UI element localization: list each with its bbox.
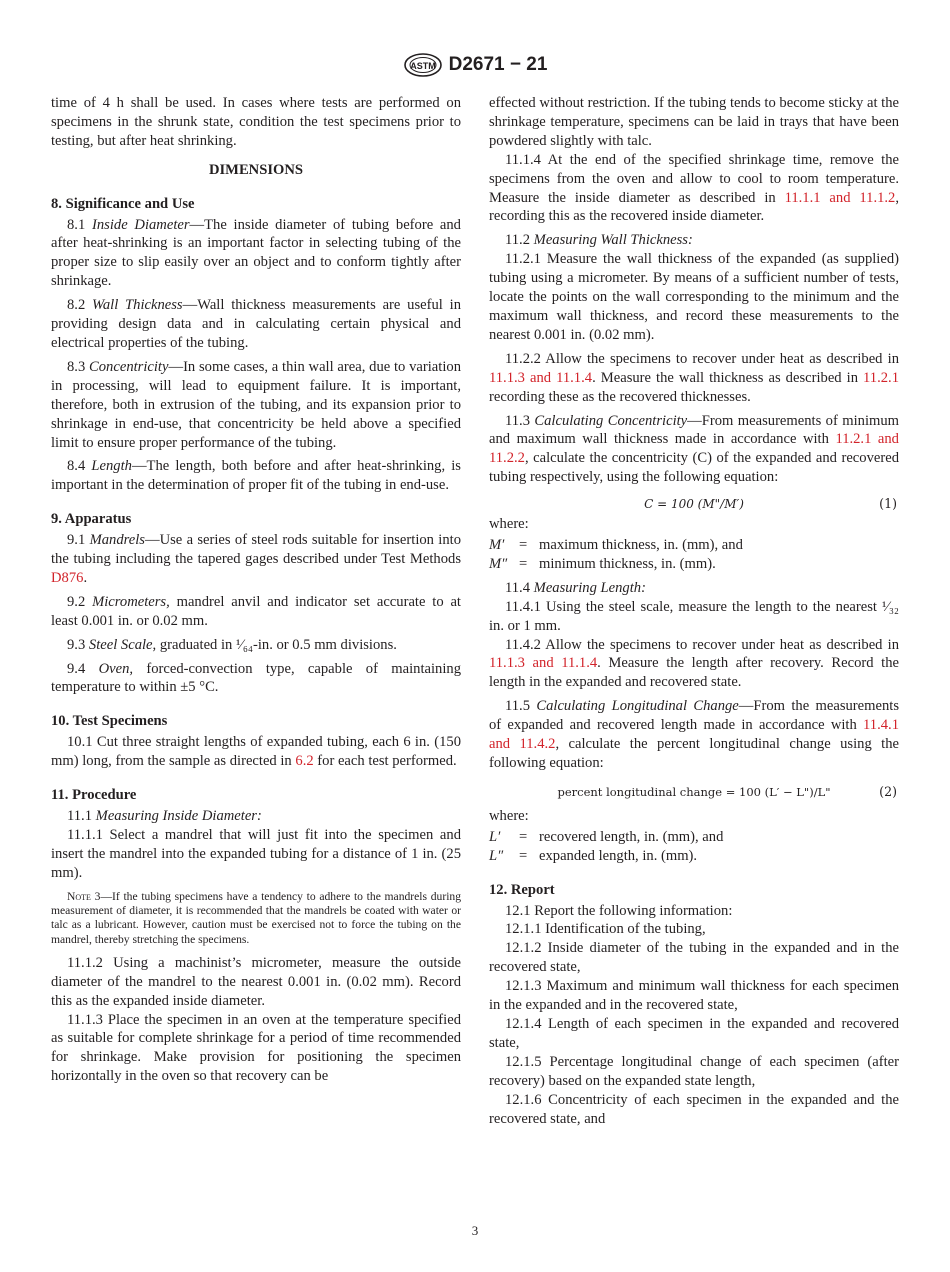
equation-number: (1) [879,496,897,512]
section-heading: 9. Apparatus [51,511,132,528]
paragraph: effected without restriction. If the tubing tends to become sticky at the shrinkage temperature, specimens can be laid in trays that have been powdered slightly with talc. [489,95,899,149]
section-heading: 8. Significance and Use [51,195,195,212]
paragraph: 10.1 Cut three straight lengths of expanded tubing, each 6 in. (150 mm) long, from the sample as directed in 6.2 for each test performed. [51,734,461,770]
page-header [0,52,950,78]
paragraph: 9.3 Steel Scale, graduated in ¹⁄₆₄-in. or 0.5 mm divisions. [67,636,397,653]
section-heading: 11. Procedure [51,787,137,804]
paragraph: 11.2.1 Measure the wall thickness of the expanded (as supplied) tubing using a micrometer. By means of a sufficient number of tests, locate the points on the wall corresponding to the minimum and the maximum wall thickness, and record these measurements to the nearest 0.001 in. (0.02 mm). [489,251,899,343]
where-label: where: [489,807,529,824]
paragraph: 12.1.2 Inside diameter of the tubing in the expanded and in the recovered state, [489,940,899,976]
reference-link[interactable]: D876 [51,569,84,586]
variable-row: L′ = recovered length, in. (mm), and [489,828,724,845]
variable-row: L″ = expanded length, in. (mm). [489,847,698,864]
paragraph: 12.1.1 Identification of the tubing, [505,921,706,938]
reference-link[interactable]: 11.4.1 and 11.4.2 [489,717,899,753]
paragraph: 12.1.3 Maximum and minimum wall thickness for each specimen in the expanded and in the recovered state, [489,978,899,1014]
section-heading: DIMENSIONS [208,161,304,178]
paragraph: 8.4 Length—The length, both before and after heat-shrinking, is important in the determination of proper fit of the tubing in end-use. [51,458,461,494]
paragraph: 12.1.4 Length of each specimen in the expanded and recovered state, [489,1015,899,1051]
paragraph: 8.3 Concentricity—In some cases, a thin wall area, due to variation in processing, will lead to equipment failure. It is important, therefore, both in extrusion of the tubing, and its expansion prior to shrinkage in end-use, that concentricity be held above a specified limit to ensure proper performance of the tubing. [51,358,461,451]
reference-link[interactable]: 11.2.1 and 11.2.2 [489,431,899,467]
paragraph: 11.1.3 Place the specimen in an oven at the temperature specified as suitable for complete shrinkage for a period of time recommended for shrinkage. Make provision for positioning the specimen horizontally in the oven so that recovery can be [51,1011,461,1085]
note: Note 3—If the tubing specimens have a tendency to adhere to the mandrels during measurement of diameter, it is recommended that the mandrels be coated with water or talc as a lubricant. However, caution must be exercised not to force the tubing on the mandrel, thereby stretching the specimens. [51,889,462,946]
paragraph: 12.1.5 Percentage longitudinal change of each specimen (after recovery) based on the expanded state length, [489,1053,899,1089]
paragraph: 11.4 Measuring Length: [505,579,646,596]
paragraph: 12.1.6 Concentricity of each specimen in the expanded and the recovered state, and [489,1091,899,1127]
left-column [51,94,461,1086]
paragraph: 8.1 Inside Diameter—The inside diameter of tubing before and after heat-shrinking is an important factor in selecting tubing of the proper size to slip easily over an object and to conform tightly after shrinkage. [51,216,461,290]
paragraph: 11.1 Measuring Inside Diameter: [67,808,262,824]
paragraph: 11.2 Measuring Wall Thickness: [505,232,693,249]
paragraph: 11.1.1 Select a mandrel that will just fit into the specimen and insert the mandrel into the expanded tubing for a distance of 1 in. (25 mm). [51,826,461,881]
paragraph: 9.2 Micrometers, mandrel anvil and indicator set accurate to at least 0.001 in. or 0.02 mm. [51,593,461,629]
right-column [489,94,899,1128]
reference-link[interactable]: 11.1.3 and 11.1.4 [489,655,598,672]
equation-number: (2) [879,783,897,799]
paragraph: 11.4.2 Allow the specimens to recover under heat as described in 11.1.3 and 11.1.4. Measure the length after recovery. Record the length in the expanded and recovered state. [489,636,899,691]
equation-body: C = 100 (M"/M′) [644,497,744,512]
section-heading: 10. Test Specimens [51,713,168,730]
equation-body: percent longitudinal change = 100 (L′ − L")/L" [557,784,831,799]
paragraph: 12.1 Report the following information: [505,902,733,919]
variable-list [489,536,899,574]
document-designation: D2671 − 21 [448,53,548,75]
paragraph: 9.1 Mandrels—Use a series of steel rods suitable for insertion into the tubing including the tapered gages described under Test Methods D876. [51,532,461,586]
paragraph: 11.5 Calculating Longitudinal Change—From the measurements of expanded and recovered length made in accordance with 11.4.1 and 11.4.2, calculate the percent longitudinal change using the following equation: [489,698,899,771]
page-number: 3 [471,1223,479,1238]
section-heading: 12. Report [489,881,555,898]
paragraph: 9.4 Oven, forced-convection type, capable of maintaining temperature to within ±5 °C. [51,660,461,696]
paragraph: 11.4.1 Using the steel scale, measure the length to the nearest ¹⁄₃₂ in. or 1 mm. [489,598,899,634]
paragraph: 11.1.2 Using a machinist’s micrometer, measure the outside diameter of the mandrel to the nearest 0.001 in. (0.02 mm). Record this as the expanded inside diameter. [51,954,461,1009]
reference-link[interactable]: 11.1.1 and 11.1.2 [784,189,896,206]
variable-row: M′ = maximum thickness, in. (mm), and [489,537,743,554]
svg-text:ASTM: ASTM [409,61,436,71]
astm-logo-icon [403,52,443,78]
paragraph: 11.3 Calculating Concentricity—From measurements of minimum and maximum wall thickness made in accordance with 11.2.1 and 11.2.2, calculate the concentricity (C) of the expanded and recovered tubing respectively, using the following equation: [489,412,899,486]
variable-row: M″ = minimum thickness, in. (mm). [489,555,716,572]
paragraph: 11.2.2 Allow the specimens to recover under heat as described in 11.1.3 and 11.1.4. Measure the wall thickness as described in 11.2.1 recording these as the recovered thicknesses. [489,350,899,405]
paragraph: 11.1.4 At the end of the specified shrinkage time, remove the specimens from the oven and allow to cool to room temperature. Measure the inside diameter as described in 11.1.1 and 11.1.2, recording this as the recovered inside diameter. [489,151,899,225]
equation-1 [489,491,899,515]
paragraph: 8.2 Wall Thickness—Wall thickness measurements are useful in providing design data and in calculating certain physical and electrical properties of the tubing. [51,297,461,351]
reference-link[interactable]: 11.2.1 [863,369,899,386]
where-label: where: [489,516,529,533]
reference-link[interactable]: 6.2 [295,753,314,770]
equation-2 [489,779,899,803]
paragraph: time of 4 h shall be used. In cases where tests are performed on specimens in the shrunk state, condition the test specimens prior to testing, but after heat shrinking. [51,95,461,149]
variable-list [489,828,899,866]
reference-link[interactable]: 11.1.3 and 11.1.4 [489,369,593,386]
